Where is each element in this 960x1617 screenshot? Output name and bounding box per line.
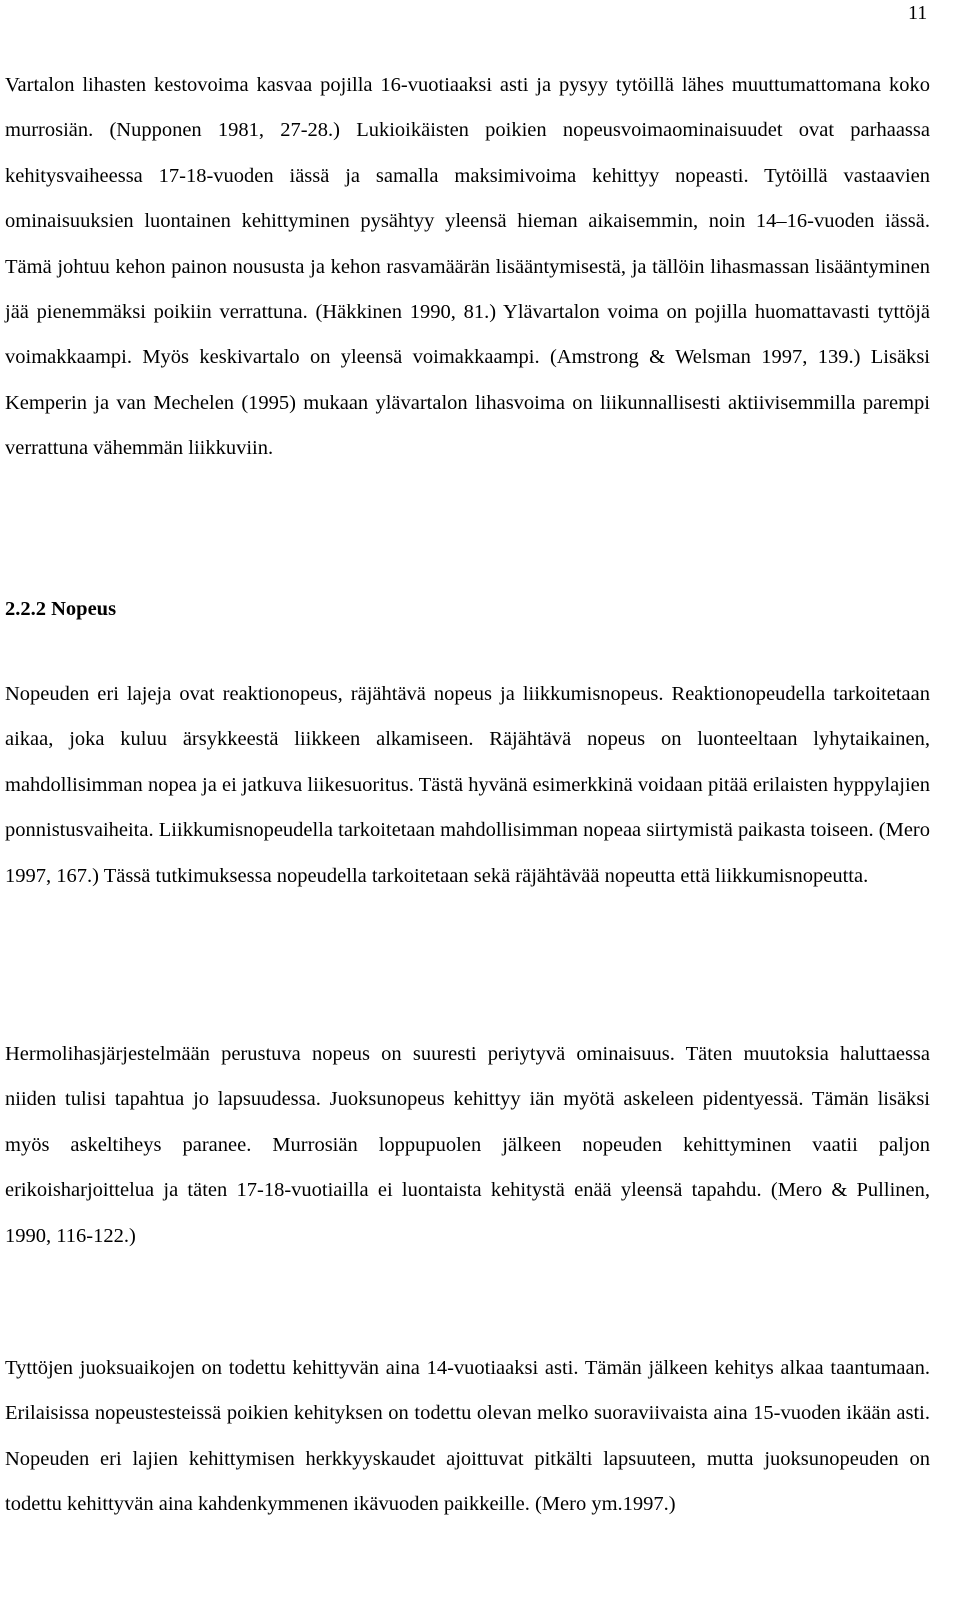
body-paragraph-neuromuscular-speed: Hermolihasjärjestelmään perustuva nopeus on suuresti periytyvä ominaisuus. Täten muutoksia haluttaessa niiden tulisi tapahtua jo lapsuudessa. Juoksunopeus kehittyy iän myötä askeleen pidentyessä. Tämän lisäksi myös askeltiheys paranee. Murrosiän loppupuolen jälkeen nopeuden kehittyminen vaatii paljon erikoisharjoittelua ja täten 17-18-vuotiailla ei luontaista kehitystä enää yleensä tapahdu. (Mero & Pullinen, 1990, 116-122.) [5, 1043, 930, 1247]
body-paragraph-strength: Vartalon lihasten kestovoima kasvaa pojilla 16-vuotiaaksi asti ja pysyy tytöillä lähes muuttumattomana koko murrosiän. (Nupponen 1981, 27-28.) Lukioikäisten poikien nopeusvoimaominaisuudet ovat parhaassa kehitysvaiheessa 17-18-vuoden iässä ja samalla maksimivoima kehittyy nopeasti. Tytöillä vastaavien ominaisuuksien luontainen kehittyminen pysähtyy yleensä hieman aikaisemmin, noin 14–16-vuoden iässä. Tämä johtuu kehon painon noususta ja kehon rasvamäärän lisääntymisestä, ja tällöin lihasmassan lisääntyminen jää pienemmäksi poikiin verrattuna. (Häkkinen 1990, 81.) Ylävartalon voima on pojilla huomattavasti tyttöjä voimakkaampi. Myös keskivartalo on yleensä voimakkaampi. (Amstrong & Welsman 1997, 139.) Lisäksi Kemperin ja van Mechelen (1995) mukaan ylävartalon lihasvoima on liikunnallisesti aktiivisemmilla parempi verrattuna vähemmän liikkuviin. [5, 74, 930, 460]
body-paragraph-speed-types: Nopeuden eri lajeja ovat reaktionopeus, räjähtävä nopeus ja liikkumisnopeus. Reaktionopeudella tarkoitetaan aikaa, joka kuluu ärsykkeestä liikkeen alkamiseen. Räjähtävä nopeus on luonteeltaan lyhytaikainen, mahdollisimman nopea ja ei jatkuva liikesuoritus. Tästä hyvänä esimerkkinä voidaan pitää erilaisten hyppylajien ponnistusvaiheita. Liikkumisnopeudella tarkoitetaan mahdollisimman nopeaa siirtymistä paikasta toiseen. (Mero 1997, 167.) Tässä tutkimuksessa nopeudella tarkoitetaan sekä räjähtävää nopeutta että liikkumisnopeutta. [5, 683, 930, 887]
page-number: 11 [908, 2, 928, 24]
section-heading-speed: 2.2.2 Nopeus [5, 598, 117, 620]
body-paragraph-running-times: Tyttöjen juoksuaikojen on todettu kehittyvän aina 14-vuotiaaksi asti. Tämän jälkeen kehitys alkaa taantumaan. Erilaisissa nopeustesteissä poikien kehityksen on todettu olevan melko suoraviivaista aina 15-vuoden ikään asti. Nopeuden eri lajien kehittymisen herkkyyskaudet ajoittuvat pitkälti lapsuuteen, mutta juoksunopeuden on todettu kehittyvän aina kahdenkymmenen ikävuoden paikkeille. (Mero ym.1997.) [5, 1357, 930, 1516]
